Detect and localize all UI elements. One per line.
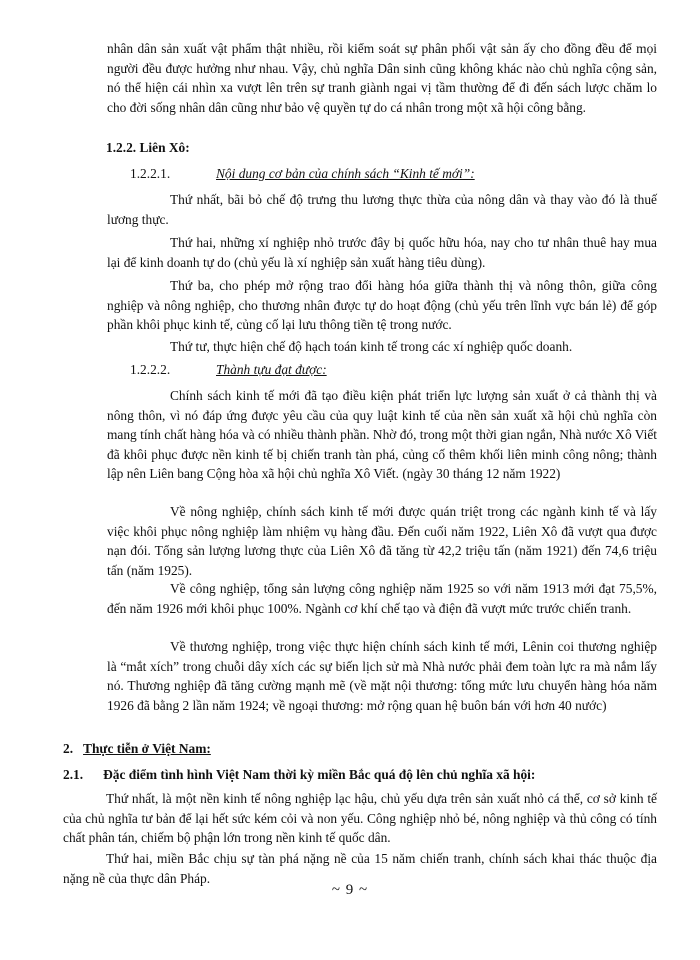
page-number: ~ 9 ~ [331,882,369,898]
paragraph-intro-continued: nhân dân sản xuất vật phẩm thật nhiều, rồi kiểm soát sự phân phối vật sản ấy cho đồng đều để mọi người đều được hưởng như nhau. Vậy, chủ nghĩa Dân sinh cũng không khác nào chủ nghĩa cộng sản, nó thể hiện cái nhìn xa vượt lên trên sự tranh giành ngai vị tầm thường để đi đến sách lược chăm lo cho đời sống nhân dân cũng như bảo vệ quyền tự do cá nhân trong một xã hội công bằng. [107,41,657,115]
heading-thuc-tien-viet-nam [63,741,211,757]
section-number: 2. [63,741,74,756]
paragraph-first-policy: Thứ nhất, bãi bỏ chế độ trưng thu lương thực thừa của nông dân và thay vào đó là thuế lương thực. [107,192,657,227]
paragraph-fourth-policy: Thứ tư, thực hiện chế độ hạch toán kinh tế trong các xí nghiệp quốc doanh. [170,339,573,354]
heading-dac-diem [63,767,535,783]
section-title: Nội dung cơ bản của chính sách “Kinh tế mới”: [216,166,475,181]
section-number: 2.1. [63,767,84,782]
paragraph-industry: Về công nghiệp, tổng sản lượng công nghiệp năm 1925 so với năm 1913 mới đạt 75,5%, đến năm 1926 mới khôi phục 100%. Ngành cơ khí chế tạo và điện đã vượt mức trước chiến tranh. [107,581,657,616]
section-title: Thực tiễn ở Việt Nam: [83,741,211,756]
paragraph-achievements: Chính sách kinh tế mới đã tạo điều kiện phát triển lực lượng sản xuất ở cả thành thị và nông thôn, vì nó đáp ứng được yêu cầu của quy luật kinh tế của nền sản xuất xã hội chủ nghĩa còn mang tính chất hàng hóa và có nhiều thành phần. Nhờ đó, trong một thời gian ngắn, Nhà nước Xô Viết đã khôi phục được nền kinh tế bị chiến tranh tàn phá, củng cố thêm khối liên minh công nông; thành lập nên Liên bang Cộng hòa xã hội chủ nghĩa Xô Viết. (ngày 30 tháng 12 năm 1922) [107,388,657,482]
paragraph-second-policy: Thứ hai, những xí nghiệp nhỏ trước đây bị quốc hữu hóa, nay cho tư nhân thuê hay mua lại để kinh doanh tự do (chủ yếu là xí nghiệp sản xuất hàng tiêu dùng). [107,235,657,270]
paragraph-first-characteristic: Thứ nhất, là một nền kinh tế nông nghiệp lạc hậu, chủ yếu dựa trên sản xuất nhỏ cá thể, cơ sở kinh tế của chủ nghĩa tư bản để lại hết sức kém cỏi và non yếu. Công nghiệp nhỏ bé, nông nghiệp và thủ công có tính chất phân tán, chiếm bộ phận lớn trong nền kinh tế quốc dân. [63,791,657,846]
section-number: 1.2.2.1. [130,166,171,181]
section-number: 1.2.2.2. [130,362,171,377]
paragraph-second-characteristic: Thứ hai, miền Bắc chịu sự tàn phá nặng nề của 15 năm chiến tranh, chính sách khai thác thuộc địa nặng nề của thực dân Pháp. [63,851,657,886]
paragraph-commerce: Về thương nghiệp, trong việc thực hiện chính sách kinh tế mới, Lênin coi thương nghiệp là “mắt xích” trong chuỗi dây xích các sự biến lịch sử mà Nhà nước phải đem toàn lực ra mà nắm lấy nó. Thương nghiệp đã tăng cường mạnh mẽ (về mặt nội thương: tổng mức lưu chuyển hàng hóa năm 1926 đã bằng 2 lần năm 1924; về ngoại thương: mở rộng quan hệ buôn bán với hơn 40 nước) [107,639,657,713]
paragraph-agriculture: Về nông nghiệp, chính sách kinh tế mới được quán triệt trong các ngành kinh tế và lấy việc khôi phục nông nghiệp làm nhiệm vụ hàng đầu. Đến cuối năm 1922, Liên Xô đã vượt qua được nạn đói. Tổng sản lượng lương thực của Liên Xô đã tăng từ 42,2 triệu tấn (năm 1921) đến 74,6 triệu tấn (năm 1925). [107,504,657,578]
section-title: Đặc điểm tình hình Việt Nam thời kỳ miền Bắc quá độ lên chủ nghĩa xã hội: [103,767,536,782]
paragraph-third-policy: Thứ ba, cho phép mở rộng trao đổi hàng hóa giữa thành thị và nông thôn, giữa công nghiệp và nông nghiệp, cho thương nhân được tự do hoạt động (chủ yếu trên lĩnh vực bán lẻ) để góp phần khôi phục kinh tế, củng cố lại lưu thông tiền tệ trong nước. [107,278,657,333]
heading-thanh-tuu [130,362,327,378]
heading-lien-xo: 1.2.2. Liên Xô: [106,140,190,155]
section-title: Thành tựu đạt được: [216,362,327,377]
heading-kinh-te-moi [130,166,475,182]
